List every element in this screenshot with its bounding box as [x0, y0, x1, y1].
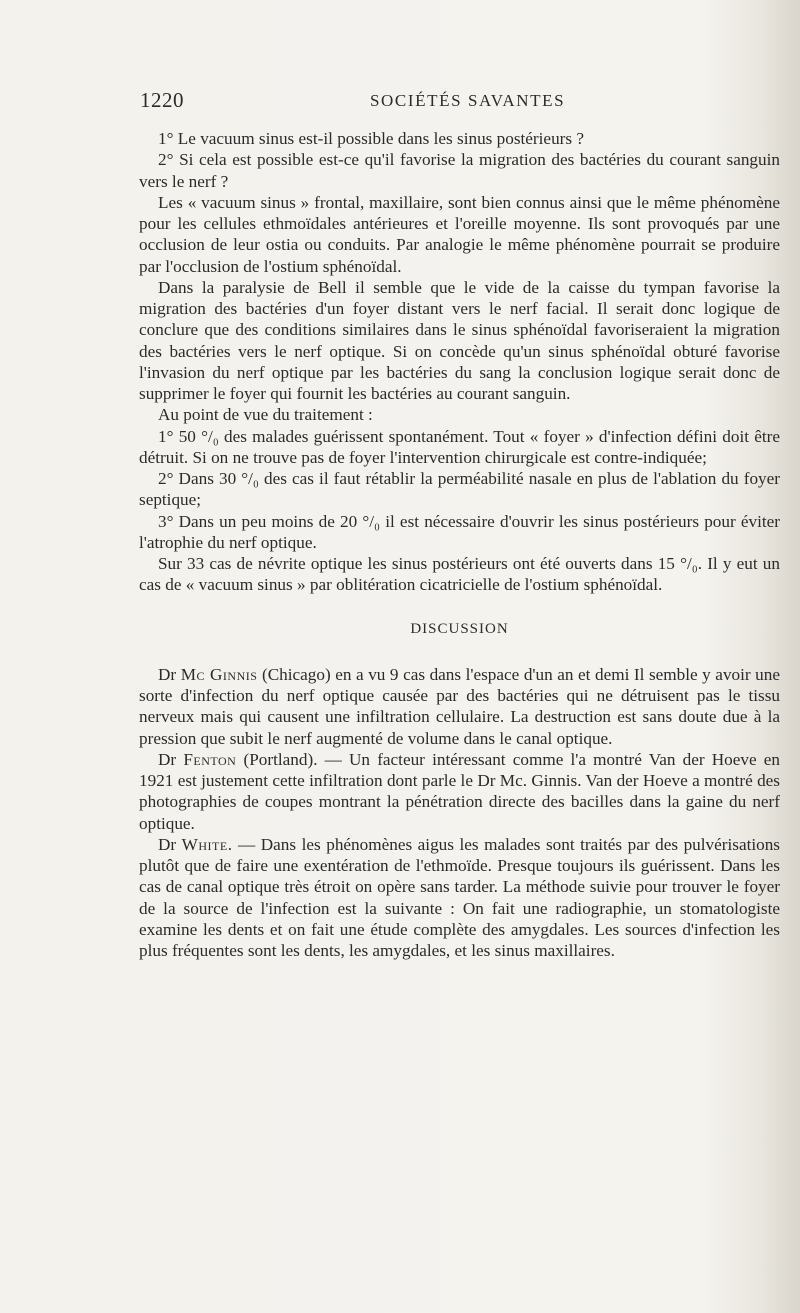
- paragraph-treatment-3: 3° Dans un peu moins de 20 °/₀ il est nécessaire d'ouvrir les sinus postérieurs pour éviter l'atrophie du nerf optique.: [139, 511, 780, 552]
- page-number: 1220: [140, 88, 184, 112]
- paragraph-treatment-2: 2° Dans 30 °/₀ des cas il faut rétablir la perméabilité nasale en plus de l'ablation du foyer septique;: [139, 469, 780, 510]
- speaker-name: Mc Ginnis: [180, 664, 258, 684]
- article-body: [139, 128, 780, 961]
- paragraph-vacuum-sinus: Les « vacuum sinus » frontal, maxillaire, sont bien connus ainsi que le même phénomène pour les cellules ethmoïdales antérieures et l'oreille moyenne. Ils sont provoqués par une occlusion de leur ostia ou conduits. Par analogie le même phénomène pourrait se produire par l'occlusion de l'ostium sphénoïdal.: [139, 192, 780, 276]
- paragraph-question-2: 2° Si cela est possible est-ce qu'il favorise la migration des bactéries du courant sanguin vers le nerf ?: [139, 150, 780, 191]
- speaker-text: (Chicago) en a vu 9 cas dans l'espace d'un an et demi Il semble y avoir une sorte d'infection du nerf optique causée par des bactéries qui ne détruisent pas le tissu nerveux mais qui causent une infiltration cellulaire. La destruction est sans doute due à la pression que subit le nerf augmenté de volume dans le canal optique.: [139, 664, 780, 748]
- speaker-name: White.: [181, 834, 233, 854]
- speaker-text-continued: Mc. Ginnis. Van der Hoeve a montré des photographies de coupes montrant la pénétration directe des bacilles dans la gaine du nerf optique.: [139, 771, 780, 833]
- paragraph-treatment-1: 1° 50 °/₀ des malades guérissent spontanément. Tout « foyer » d'infection défini doit être détruit. Si on ne trouve pas de foyer l'intervention chirurgicale est contre-indiquée;: [139, 426, 780, 467]
- paragraph-treatment-intro: Au point de vue du traitement :: [158, 405, 373, 425]
- title-dr: Dr: [158, 749, 177, 769]
- speaker-text: (Portland). — Un facteur intéressant comme l'a montré Van der Hoeve en 1921 est justement cette infiltration dont parle le: [139, 749, 780, 790]
- speaker-text: — Dans les phénomènes aigus les malades sont traités par des pulvérisations plutôt que de faire une exentération de l'ethmoïde. Presque toujours ils guérissent. Dans les cas de canal optique très étroit on opère sans tarder. La méthode suivie pour trouver le foyer de la source de l'infection est la suivante : On fait une radiographie, un stomatologiste examine les dents et on fait une étude complète des amygdales. Les sources d'infection les plus fréquentes sont les dents, les amygdales, et les sinus maxillaires.: [139, 834, 780, 960]
- paragraph-optic-neuritis-cases: Sur 33 cas de névrite optique les sinus postérieurs ont été ouverts dans 15 °/₀. Il y eut un cas de « vacuum sinus » par oblitération cicatricielle de l'ostium sphénoïdal.: [139, 554, 780, 595]
- paragraph-mcginnis: [139, 664, 780, 749]
- page-header: [140, 88, 780, 118]
- title-dr: Dr: [158, 664, 177, 684]
- paragraph-question-1: 1° Le vacuum sinus est-il possible dans les sinus postérieurs ?: [158, 129, 584, 148]
- title-dr: Dr: [158, 834, 177, 854]
- paragraph-white: [139, 834, 780, 962]
- title-dr: Dr: [477, 771, 496, 790]
- running-title: SOCIÉTÉS SAVANTES: [370, 91, 566, 110]
- speaker-name: Fenton: [183, 749, 237, 769]
- paragraph-bell-paralysis: Dans la paralysie de Bell il semble que le vide de la caisse du tympan favorise la migration des bactéries d'un foyer distant vers le nerf facial. Il serait donc logique de conclure que des conditions similaires dans le sinus sphénoïdal favoriseraient la migration des bactéries vers le nerf optique. Si on concède qu'un sinus sphénoïdal obturé favorise l'invasion du nerf optique par les bactéries du sang la conclusion logique serait donc de supprimer le foyer qui fournit les bactéries au courant sanguin.: [139, 277, 780, 403]
- discussion-heading: DISCUSSION: [410, 620, 509, 637]
- paragraph-fenton: [139, 749, 780, 834]
